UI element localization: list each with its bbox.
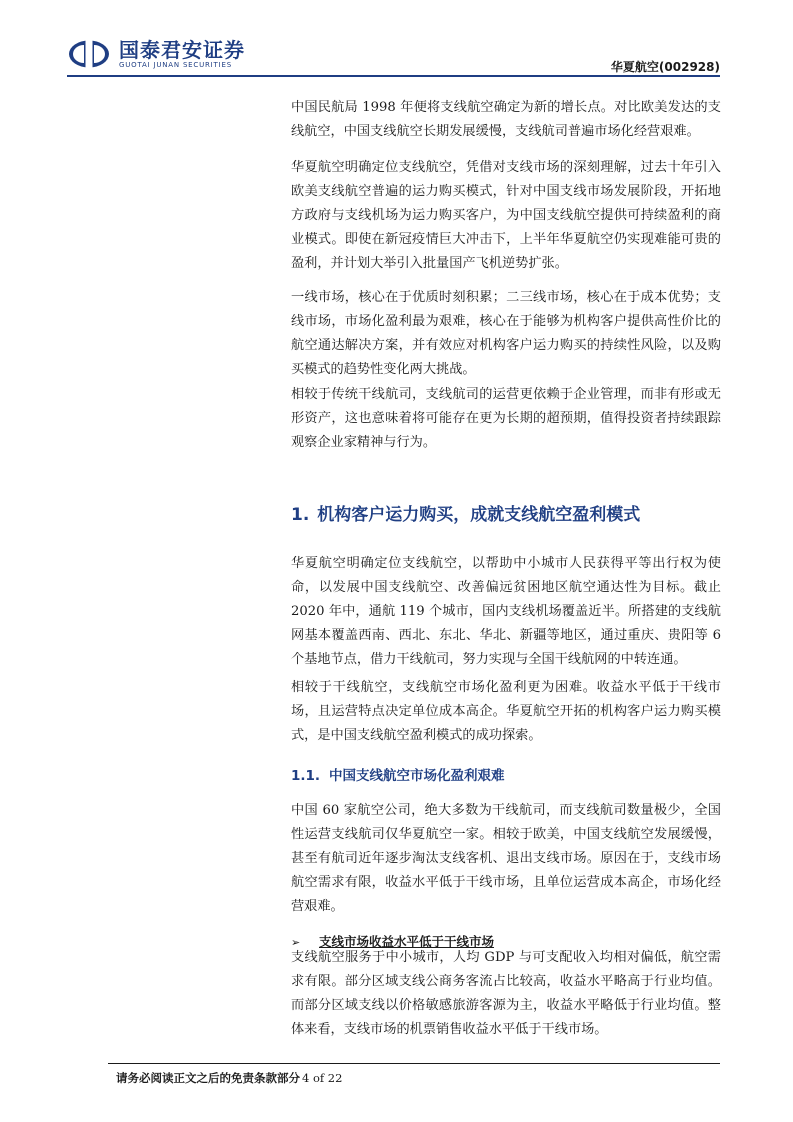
intro-paragraph-3 bbox=[291, 286, 721, 382]
paragraph-text: 支线航空服务于中小城市，人均 GDP 与可支配收入均相对偏低，航空需求有限。部分区域支线公商务客流占比较高，收益水平略高于行业均值。而部分区域支线以价格敏感旅游客源为主，收益水平略低于行业均值。整体来看，支线市场的机票销售收益水平低于干线市场。 bbox=[291, 950, 721, 1037]
bullet-title: 支线市场收益水平低于干线市场 bbox=[319, 934, 495, 949]
paragraph-text: 华夏航空明确定位支线航空，以帮助中小城市人民获得平等出行权为使命，以发展中国支线航空、改善偏远贫困地区航空通达性为目标。截止 2020 年中，通航 119 个城市，国内支线机场覆盖近半。所搭建的支线航网基本覆盖西南、西北、东北、华北、新疆等地区，通过重庆、贵阳等 6 个基地节点，借力干线航司，努力实现与全国干线航网的中转连通。 bbox=[291, 556, 721, 667]
paragraph-text: 相较于干线航空，支线航空市场化盈利更为困难。收益水平低于干线市场，且运营特点决定单位成本高企。华夏航空开拓的机构客户运力购买模式，是中国支线航空盈利模式的成功探索。 bbox=[291, 680, 721, 743]
paragraph-text: 一线市场，核心在于优质时刻积累；二三线市场，核心在于成本优势；支线市场，市场化盈利最为艰难，核心在于能够为机构客户提供高性价比的航空通达解决方案，并有效应对机构客户运力购买的持续性风险，以及购买模式的趋势性变化两大挑战。 bbox=[291, 290, 721, 377]
bullet-paragraph bbox=[291, 946, 721, 1042]
paragraph-text: 中国民航局 1998 年便将支线航空确定为新的增长点。对比欧美发达的支线航空，中国支线航空长期发展缓慢，支线航司普遍市场化经营艰难。 bbox=[291, 100, 721, 139]
section-1-1-number: 1.1. bbox=[291, 768, 321, 784]
section-1-paragraph-1 bbox=[291, 552, 721, 672]
intro-paragraph-2 bbox=[291, 156, 721, 276]
company-logo bbox=[67, 38, 245, 70]
intro-paragraph-4 bbox=[291, 383, 721, 455]
section-1-heading bbox=[291, 500, 648, 525]
report-title: 华夏航空(002928) bbox=[610, 60, 720, 74]
company-name-cn: 国泰君安证券 bbox=[119, 37, 245, 62]
section-1-title: 机构客户运力购买，成就支线航空盈利模式 bbox=[317, 505, 641, 525]
footer-divider bbox=[108, 1063, 720, 1064]
paragraph-text: 华夏航空明确定位支线航空，凭借对支线市场的深刻理解，过去十年引入欧美支线航空普遍的运力购买模式，针对中国支线市场发展阶段，开拓地方政府与支线机场为运力购买客户，为中国支线航空提供可持续盈利的商业模式。即使在新冠疫情巨大冲击下，上半年华夏航空仍实现难能可贵的盈利，并计划大举引入批量国产飞机逆势扩张。 bbox=[291, 160, 721, 271]
section-1-1-title: 中国支线航空市场化盈利艰难 bbox=[329, 768, 505, 784]
disclaimer-text: 请务必阅读正文之后的免责条款部分 bbox=[116, 1071, 300, 1085]
paragraph-text: 中国 60 家航空公司，绝大多数为干线航司，而支线航司数量极少，全国性运营支线航司仅华夏航空一家。相较于欧美，中国支线航空发展缓慢，甚至有航司近年逐步淘汰支线客机、退出支线市场。原因在于，支线市场航空需求有限，收益水平低于干线市场，且单位运营成本高企，市场化经营艰难。 bbox=[291, 803, 721, 914]
company-name-en: GUOTAI JUNAN SECURITIES bbox=[119, 60, 232, 69]
header-divider bbox=[67, 75, 720, 77]
page-number: 4 of 22 bbox=[302, 1071, 343, 1085]
section-1-paragraph-2 bbox=[291, 676, 721, 748]
intro-paragraph-1 bbox=[291, 96, 721, 144]
arrow-bullet-icon: ➢ bbox=[291, 936, 301, 949]
guotai-junan-logo-icon bbox=[67, 39, 111, 69]
section-1-1-heading bbox=[291, 764, 505, 784]
section-1-number: 1. bbox=[291, 505, 310, 525]
paragraph-text: 相较于传统干线航司，支线航司的运营更依赖于企业管理，而非有形或无形资产，这也意味着将可能存在更为长期的超预期，值得投资者持续跟踪观察企业家精神与行为。 bbox=[291, 387, 721, 450]
section-1-1-paragraph bbox=[291, 799, 721, 919]
footer bbox=[116, 1070, 342, 1086]
